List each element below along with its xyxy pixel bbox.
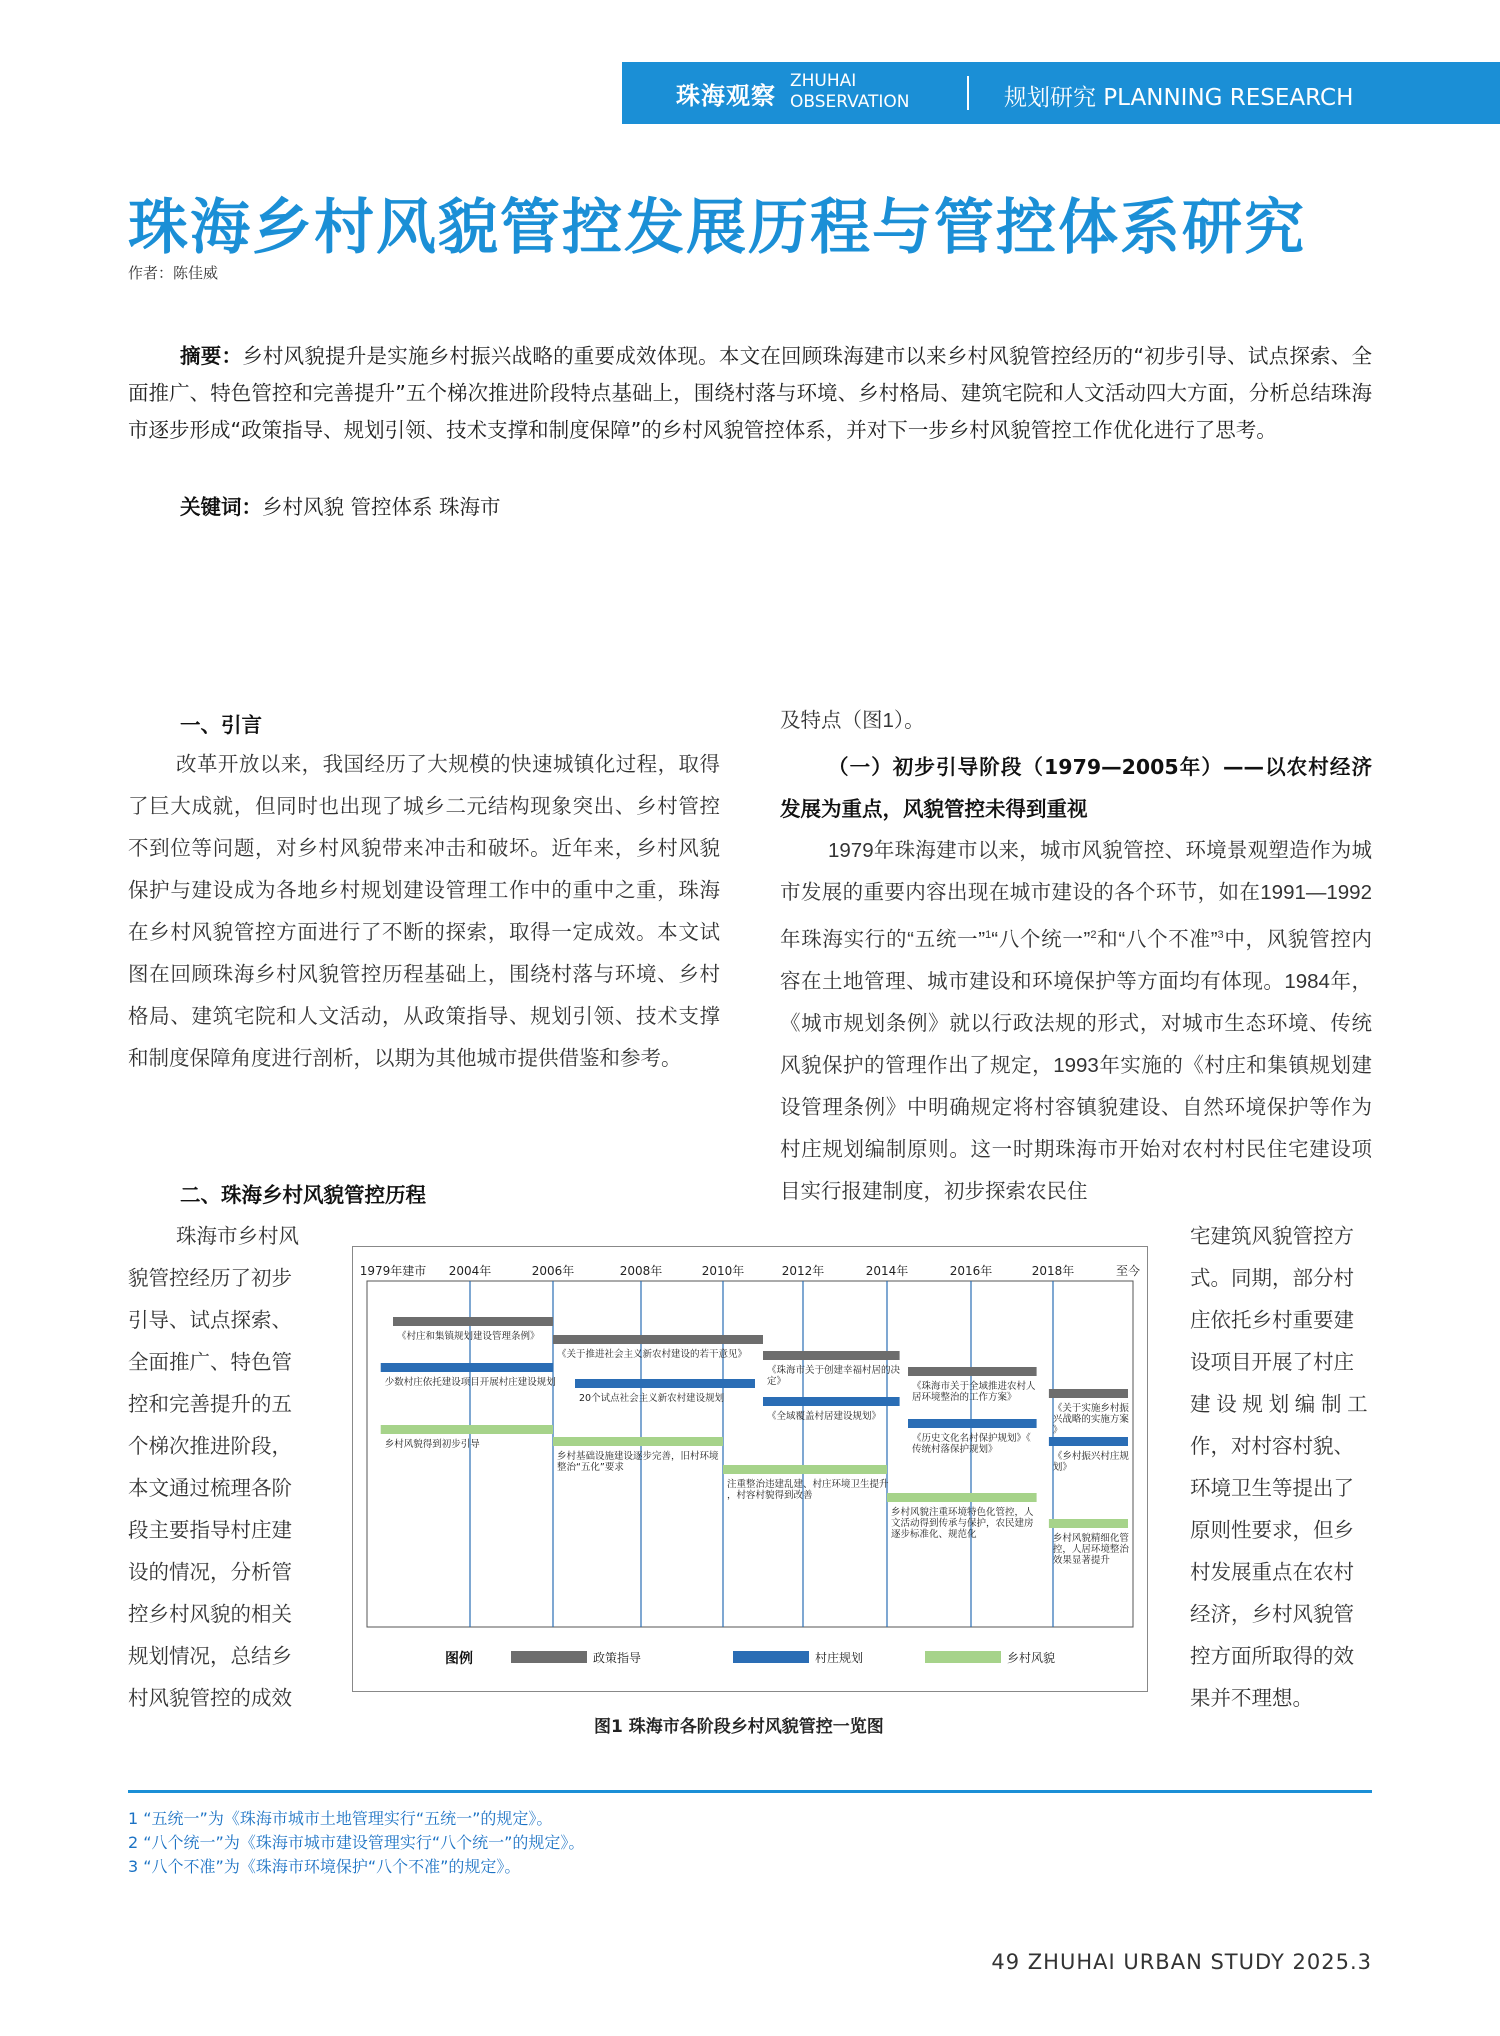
timeline-bar-label: 乡村风貌精细化管 — [1052, 1533, 1129, 1544]
timeline-bar-style — [553, 1437, 723, 1446]
timeline-bar-label: 划》 — [1052, 1462, 1072, 1473]
axis-tick-label: 2014年 — [865, 1264, 909, 1278]
right-top-line: 及特点（图1）。 — [780, 709, 925, 732]
timeline-bar-label: 整治“五化”要求 — [557, 1462, 624, 1473]
axis-tick-label: 2016年 — [949, 1264, 993, 1278]
axis-tick-label: 至今 — [1115, 1264, 1141, 1278]
timeline-bar-plan — [381, 1363, 553, 1372]
timeline-chart — [353, 1247, 1147, 1691]
timeline-bar-label: 《珠海市关于全域推进农村人 — [912, 1381, 1036, 1392]
header-separator — [967, 76, 969, 110]
heading-introduction: 一、引言 — [180, 713, 262, 737]
timeline-bar-policy — [1049, 1389, 1128, 1398]
heading-stage-1: （一）初步引导阶段（1979—2005年）——以农村经济发展为重点，风貌管控未得到重视 — [780, 755, 1372, 821]
page-footer: 49 ZHUHAI URBAN STUDY 2025.3 — [991, 1950, 1372, 1974]
timeline-bar-style — [723, 1465, 887, 1474]
keywords: 关键词：乡村风貌 管控体系 珠海市 — [180, 495, 501, 519]
timeline-bar-policy — [553, 1335, 763, 1344]
timeline-bar-label: 效果显著提升 — [1052, 1555, 1110, 1566]
legend-swatch-plan — [733, 1651, 809, 1663]
timeline-bar-label: 兴战略的实施方案 — [1052, 1414, 1129, 1425]
timeline-bar-style — [1049, 1519, 1128, 1528]
history-paragraph: 珠海市乡村风 貌管控经历了初步 引导、试点探索、 全面推广、特色管 控和完善提升的五 个梯次推进阶段， 本文通过梳理各阶 段主要指导村庄建 设的情况，分析管 控乡村风貌的相关 规划情况，总结乡 村风貌管控的成效 — [128, 1225, 299, 1710]
journal-brand: 珠海观察 — [676, 82, 776, 110]
journal-brand-en: ZHUHAI OBSERVATION — [790, 71, 910, 112]
timeline-bar-policy — [908, 1367, 1037, 1376]
footnote-1: 1 “五统一”为《珠海市城市土地管理实行“五统一”的规定》。 — [128, 1809, 553, 1828]
timeline-bar-label: 居环境整治的工作方案》 — [912, 1392, 1017, 1403]
legend-swatch-style — [925, 1651, 1001, 1663]
timeline-bar-plan — [763, 1397, 900, 1406]
legend-title: 图例 — [445, 1651, 473, 1667]
article-author: 作者：陈佳威 — [128, 264, 219, 282]
legend-swatch-policy — [511, 1651, 587, 1663]
article-title: 珠海乡村风貌管控发展历程与管控体系研究 — [128, 193, 1306, 263]
axis-tick-label: 2012年 — [781, 1264, 825, 1278]
timeline-bar-label: 文活动得到传承与保护，农民建房 — [891, 1518, 1034, 1529]
timeline-figure — [352, 1246, 1148, 1692]
timeline-bar-label: 乡村风貌注重环境特色化管控，人 — [891, 1507, 1034, 1518]
footnote-3: 3 “八个不准”为《珠海市环境保护“八个不准”的规定》。 — [128, 1857, 521, 1876]
timeline-bar-plan — [1049, 1437, 1128, 1446]
timeline-bar-policy — [763, 1351, 900, 1360]
footnote-2: 2 “八个统一”为《珠海市城市建设管理实行“八个统一”的规定》。 — [128, 1833, 585, 1852]
timeline-bar-label: 控，人居环境整治 — [1052, 1544, 1129, 1555]
legend-label-plan: 村庄规划 — [815, 1651, 864, 1665]
timeline-bar-label: 乡村风貌得到初步引导 — [384, 1439, 480, 1450]
timeline-bar-label: 定》 — [767, 1376, 787, 1387]
timeline-bar-style — [887, 1493, 1037, 1502]
timeline-bar-label: 《历史文化名村保护规划》《 — [912, 1433, 1031, 1444]
figure-caption: 图1 珠海市各阶段乡村风貌管控一览图 — [594, 1717, 884, 1737]
timeline-bar-label: 20个试点社会主义新农村建设规划 — [579, 1393, 725, 1404]
timeline-bar-policy — [393, 1317, 553, 1326]
timeline-bar-plan — [908, 1419, 1037, 1428]
axis-tick-label: 2018年 — [1031, 1264, 1075, 1278]
timeline-bar-label: 《全域覆盖村居建设规划》 — [767, 1411, 882, 1422]
section-label: 规划研究 PLANNING RESEARCH — [1004, 85, 1354, 111]
timeline-bar-label: 逐步标准化、规范化 — [891, 1529, 977, 1540]
legend-label-style: 乡村风貌 — [1007, 1651, 1056, 1665]
axis-tick-label: 2006年 — [531, 1264, 575, 1278]
intro-paragraph: 改革开放以来，我国经历了大规模的快速城镇化过程，取得了巨大成就，但同时也出现了城乡二元结构现象突出、乡村管控不到位等问题，对乡村风貌带来冲击和破坏。近年来，乡村风貌保护与建设成为各地乡村规划建设管理工作中的重中之重，珠海在乡村风貌管控方面进行了不断的探索，取得一定成效。本文试图在回顾珠海乡村风貌管控历程基础上，围绕村落与环境、乡村格局、建筑宅院和人文活动，从政策指导、规划引领、技术支撑和制度保障角度进行剖析，以期为其他城市提供借鉴和参考。 — [128, 753, 720, 1070]
timeline-bar-label: 》 — [1052, 1425, 1063, 1436]
axis-tick-label: 1979年建市 — [359, 1264, 427, 1278]
timeline-bar-label: 传统村落保护规划》 — [912, 1444, 998, 1455]
timeline-bar-label: 乡村基础设施建设逐步完善，旧村环境 — [557, 1451, 719, 1462]
timeline-bar-label: 注重整治违建乱建、村庄环境卫生提升 — [727, 1479, 889, 1490]
heading-history: 二、珠海乡村风貌管控历程 — [180, 1183, 426, 1207]
legend-label-policy: 政策指导 — [593, 1651, 642, 1665]
timeline-bar-label: 《珠海市关于创建幸福村居的决 — [767, 1365, 901, 1376]
timeline-bar-label: 《村庄和集镇规划建设管理条例》 — [397, 1331, 540, 1342]
timeline-bar-style — [381, 1425, 553, 1434]
timeline-bar-plan — [575, 1379, 755, 1388]
stage1-paragraph: 1979年珠海建市以来，城市风貌管控、环境景观塑造作为城市发展的重要内容出现在城市建设的各个环节，如在1991—1992年珠海实行的“五统一”$^1$“八个统一”$^2$和“八个不准”$^3$中，风貌管控内容在土地管理、城市建设和环境保护等方面均有体现。1984年，《城市规划条例》就以行政法规的形式，对城市生态环境、传统风貌保护的管理作出了规定，1993年实施的《村庄和集镇规划建设管理条例》中明确规定将村容镇貌建设、自然环境保护等作为村庄规划编制原则。这一时期珠海市开始对农村村民住宅建设项目实行报建制度，初步探索农民住 — [780, 839, 1373, 1203]
timeline-bar-label: 《关于推进社会主义新农村建设的若干意见》 — [557, 1349, 748, 1360]
abstract: 摘要：乡村风貌提升是实施乡村振兴战略的重要成效体现。本文在回顾珠海建市以来乡村风貌管控经历的“初步引导、试点探索、全面推广、特色管控和完善提升”五个梯次推进阶段特点基础上，围绕村落与环境、乡村格局、建筑宅院和人文活动四大方面，分析总结珠海市逐步形成“政策指导、规划引领、技术支撑和制度保障”的乡村风貌管控体系，并对下一步乡村风貌管控工作优化进行了思考。 — [128, 344, 1373, 442]
timeline-bar-label: 《乡村振兴村庄规 — [1052, 1451, 1129, 1462]
header-band — [622, 62, 1500, 124]
timeline-bar-label: 《关于实施乡村振 — [1052, 1403, 1129, 1414]
axis-tick-label: 2010年 — [701, 1264, 745, 1278]
right-narrow-paragraph: 宅建筑风貌管控方 式。同期，部分村 庄依托乡村重要建 设项目开展了村庄 建 设 规 划 编 制 工 作，对村容村貌、 环境卫生等提出了 原则性要求，但乡 村发展重点在农村 经济，乡村风貌管 控方面所取得的效 果并不理想。 — [1190, 1225, 1368, 1710]
axis-tick-label: 2004年 — [448, 1264, 492, 1278]
footnote-rule — [128, 1790, 1372, 1793]
timeline-bar-label: 少数村庄依托建设项目开展村庄建设规划 — [384, 1377, 556, 1388]
axis-tick-label: 2008年 — [619, 1264, 663, 1278]
timeline-bar-label: ，村容村貌得到改善 — [727, 1490, 813, 1501]
